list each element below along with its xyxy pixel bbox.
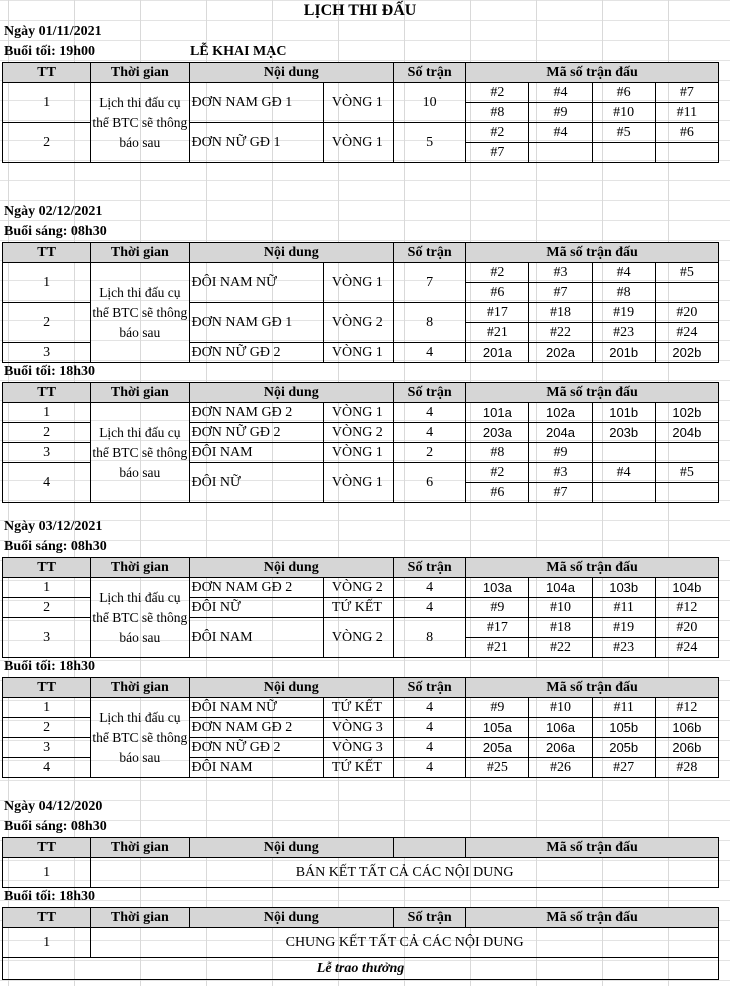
match-count: 4 [394, 698, 466, 718]
row-tt: 4 [3, 463, 91, 503]
event-name: ĐÔI NAM NỮ [189, 698, 323, 718]
table-row [3, 403, 719, 423]
match-count: 4 [394, 343, 466, 363]
match-code: 102a [529, 403, 592, 423]
match-code [655, 283, 718, 303]
table-header-row [3, 243, 719, 263]
round-name: VÒNG 3 [323, 718, 393, 738]
match-code: 205a [466, 738, 529, 758]
match-code: #9 [529, 443, 592, 463]
header-tt: TT [3, 838, 91, 858]
table-row [3, 698, 719, 718]
day-date: Ngày 02/12/2021 [4, 204, 103, 219]
match-code: #21 [466, 638, 529, 658]
session-label: Buổi tối: 18h30 [4, 659, 96, 674]
match-code: 104b [655, 578, 718, 598]
header-count [394, 838, 466, 858]
event-name: ĐÔI NAM NỮ [189, 263, 323, 303]
match-code: 101b [592, 403, 655, 423]
match-code: #6 [466, 483, 529, 503]
match-code: #8 [466, 443, 529, 463]
match-code: 203b [592, 423, 655, 443]
header-codes: Mã số trận đấu [466, 838, 719, 858]
match-code: #25 [466, 758, 529, 778]
event-name: ĐƠN NỮ GĐ 1 [189, 123, 323, 163]
header-time: Thời gian [91, 63, 189, 83]
header-count: Số trận [394, 678, 466, 698]
round-name: VÒNG 1 [323, 123, 393, 163]
header-content: Nội dung [189, 838, 394, 858]
time-note: Lịch thi đấu cụ thể BTC sẽ thông báo sau [91, 263, 189, 363]
header-tt: TT [3, 243, 91, 263]
match-code: #6 [592, 83, 655, 103]
match-code: #11 [592, 698, 655, 718]
header-time: Thời gian [91, 383, 189, 403]
event-name: ĐƠN NAM GĐ 2 [189, 718, 323, 738]
match-code: #8 [466, 103, 529, 123]
session-label: Buổi sáng: 08h30 [4, 819, 107, 834]
schedule-table [2, 62, 719, 163]
match-code: #4 [592, 463, 655, 483]
header-tt: TT [3, 558, 91, 578]
match-code: #7 [466, 143, 529, 163]
match-code: #7 [529, 483, 592, 503]
header-codes: Mã số trận đấu [466, 558, 719, 578]
match-code: #9 [466, 698, 529, 718]
row-tt: 1 [3, 928, 91, 958]
match-count: 6 [394, 463, 466, 503]
match-code: #28 [655, 758, 718, 778]
event-name: ĐƠN NAM GĐ 1 [189, 303, 323, 343]
header-tt: TT [3, 383, 91, 403]
match-code: 206a [529, 738, 592, 758]
table-row [3, 578, 719, 598]
match-code: #24 [655, 638, 718, 658]
match-count: 8 [394, 618, 466, 658]
match-code: #23 [592, 638, 655, 658]
time-note: Lịch thi đấu cụ thể BTC sẽ thông báo sau [91, 578, 189, 658]
header-content: Nội dung [189, 63, 394, 83]
row-tt: 2 [3, 123, 91, 163]
round-name: VÒNG 1 [323, 263, 393, 303]
row-tt: 1 [3, 263, 91, 303]
match-code: #27 [592, 758, 655, 778]
match-code: 102b [655, 403, 718, 423]
round-name: VÒNG 2 [323, 578, 393, 598]
match-count: 5 [394, 123, 466, 163]
award-ceremony: Lễ trao thưởng [3, 958, 719, 980]
match-code: #22 [529, 638, 592, 658]
match-code: #2 [466, 123, 529, 143]
schedule-table [2, 382, 719, 503]
match-code: 202b [655, 343, 718, 363]
table-header-row [3, 558, 719, 578]
header-content: Nội dung [189, 558, 394, 578]
session-label: Buổi tối: 18h30 [4, 889, 96, 904]
table-header-row [3, 383, 719, 403]
round-name: VÒNG 2 [323, 423, 393, 443]
match-code [655, 483, 718, 503]
time-note: Lịch thi đấu cụ thể BTC sẽ thông báo sau [91, 698, 189, 778]
table-row [3, 858, 719, 888]
match-code: #7 [655, 83, 718, 103]
header-count: Số trận [394, 908, 466, 928]
match-code: #4 [529, 123, 592, 143]
match-count: 4 [394, 578, 466, 598]
header-time: Thời gian [91, 558, 189, 578]
event-name: ĐÔI NAM [189, 758, 323, 778]
match-code: #24 [655, 323, 718, 343]
session-label: Buổi sáng: 08h30 [4, 224, 107, 239]
match-code: #22 [529, 323, 592, 343]
table-row [3, 263, 719, 283]
closing-row [3, 958, 719, 980]
event-name: ĐƠN NỮ GĐ 2 [189, 738, 323, 758]
match-code: #10 [592, 103, 655, 123]
table-header-row [3, 908, 719, 928]
match-code: #5 [655, 463, 718, 483]
header-content: Nội dung [189, 678, 394, 698]
full-row-content: CHUNG KẾT TẤT CẢ CÁC NỘI DUNG [91, 928, 719, 958]
match-code: #7 [529, 283, 592, 303]
day-date: Ngày 01/11/2021 [4, 24, 102, 39]
header-content: Nội dung [189, 383, 394, 403]
match-code: #3 [529, 463, 592, 483]
match-code: #4 [529, 83, 592, 103]
match-code: #19 [592, 303, 655, 323]
match-code: 105a [466, 718, 529, 738]
match-code: 101a [466, 403, 529, 423]
round-name: VÒNG 2 [323, 303, 393, 343]
row-tt: 4 [3, 758, 91, 778]
match-code: #4 [592, 263, 655, 283]
header-time: Thời gian [91, 908, 189, 928]
match-code: #20 [655, 618, 718, 638]
table-header-row [3, 838, 719, 858]
match-code: #11 [592, 598, 655, 618]
session-label: Buổi sáng: 08h30 [4, 539, 107, 554]
match-code: 201a [466, 343, 529, 363]
match-code: #3 [529, 263, 592, 283]
header-count: Số trận [394, 558, 466, 578]
match-code [655, 443, 718, 463]
match-code: #2 [466, 83, 529, 103]
match-count: 7 [394, 263, 466, 303]
match-code: #5 [592, 123, 655, 143]
match-code: #8 [592, 283, 655, 303]
match-count: 4 [394, 758, 466, 778]
table-header-row [3, 63, 719, 83]
round-name: VÒNG 2 [323, 618, 393, 658]
header-content: Nội dung [189, 243, 394, 263]
row-tt: 1 [3, 858, 91, 888]
time-note: Lịch thi đấu cụ thể BTC sẽ thông báo sau [91, 83, 189, 163]
session-label: Buổi tối: 19h00 [4, 44, 96, 59]
table-row [3, 928, 719, 958]
match-code: 204b [655, 423, 718, 443]
match-count: 10 [394, 83, 466, 123]
match-code: 204a [529, 423, 592, 443]
header-count: Số trận [394, 63, 466, 83]
row-tt: 2 [3, 423, 91, 443]
round-name: TỨ KẾT [323, 698, 393, 718]
row-tt: 2 [3, 598, 91, 618]
match-code: #2 [466, 263, 529, 283]
match-code: #9 [466, 598, 529, 618]
event-name: ĐƠN NAM GĐ 1 [189, 83, 323, 123]
match-code: #19 [592, 618, 655, 638]
header-content: Nội dung [189, 908, 394, 928]
header-tt: TT [3, 678, 91, 698]
match-code: 106a [529, 718, 592, 738]
round-name: TỨ KẾT [323, 758, 393, 778]
round-name: VÒNG 1 [323, 83, 393, 123]
round-name: VÒNG 3 [323, 738, 393, 758]
match-code [592, 143, 655, 163]
round-name: VÒNG 1 [323, 443, 393, 463]
match-code: #6 [466, 283, 529, 303]
match-code: 205b [592, 738, 655, 758]
row-tt: 2 [3, 718, 91, 738]
match-code: #12 [655, 698, 718, 718]
day-date: Ngày 03/12/2021 [4, 519, 103, 534]
session-label: Buổi tối: 18h30 [4, 364, 96, 379]
row-tt: 3 [3, 738, 91, 758]
match-count: 4 [394, 423, 466, 443]
round-name: VÒNG 1 [323, 343, 393, 363]
schedule-table [2, 837, 719, 888]
header-tt: TT [3, 908, 91, 928]
match-count: 4 [394, 718, 466, 738]
match-count: 4 [394, 403, 466, 423]
schedule-table [2, 677, 719, 778]
row-tt: 1 [3, 403, 91, 423]
table-row [3, 83, 719, 103]
row-tt: 1 [3, 698, 91, 718]
match-code: #18 [529, 618, 592, 638]
match-code [529, 143, 592, 163]
row-tt: 2 [3, 303, 91, 343]
day-date: Ngày 04/12/2020 [4, 799, 103, 814]
match-code: 105b [592, 718, 655, 738]
match-code: #20 [655, 303, 718, 323]
match-code: 103a [466, 578, 529, 598]
match-code: 203a [466, 423, 529, 443]
round-name: VÒNG 1 [323, 403, 393, 423]
match-code: #9 [529, 103, 592, 123]
match-code: #5 [655, 263, 718, 283]
match-code [592, 483, 655, 503]
match-code: #11 [655, 103, 718, 123]
schedule-table [2, 242, 719, 363]
header-codes: Mã số trận đấu [466, 383, 719, 403]
match-code: 104a [529, 578, 592, 598]
header-codes: Mã số trận đấu [466, 243, 719, 263]
header-time: Thời gian [91, 838, 189, 858]
opening-ceremony-note: LỄ KHAI MẠC [190, 44, 287, 59]
row-tt: 3 [3, 443, 91, 463]
match-code: #10 [529, 698, 592, 718]
match-code: #17 [466, 303, 529, 323]
schedule-table [2, 557, 719, 658]
header-codes: Mã số trận đấu [466, 63, 719, 83]
match-count: 4 [394, 598, 466, 618]
match-code: 201b [592, 343, 655, 363]
header-time: Thời gian [91, 243, 189, 263]
table-header-row [3, 678, 719, 698]
event-name: ĐƠN NỮ GĐ 2 [189, 343, 323, 363]
match-count: 8 [394, 303, 466, 343]
row-tt: 3 [3, 618, 91, 658]
match-code: #10 [529, 598, 592, 618]
round-name: TỨ KẾT [323, 598, 393, 618]
match-code: 106b [655, 718, 718, 738]
event-name: ĐƠN NAM GĐ 2 [189, 403, 323, 423]
match-code: #18 [529, 303, 592, 323]
header-codes: Mã số trận đấu [466, 908, 719, 928]
row-tt: 1 [3, 83, 91, 123]
header-count: Số trận [394, 243, 466, 263]
page-title: LỊCH THI ĐẤU [303, 2, 417, 19]
schedule-table [2, 907, 719, 980]
match-count: 4 [394, 738, 466, 758]
match-code [592, 443, 655, 463]
header-tt: TT [3, 63, 91, 83]
event-name: ĐÔI NAM [189, 618, 323, 658]
match-code: #23 [592, 323, 655, 343]
match-code: #2 [466, 463, 529, 483]
match-code [655, 143, 718, 163]
match-count: 2 [394, 443, 466, 463]
round-name: VÒNG 1 [323, 463, 393, 503]
header-count: Số trận [394, 383, 466, 403]
match-code: 206b [655, 738, 718, 758]
full-row-content: BÁN KẾT TẤT CẢ CÁC NỘI DUNG [91, 858, 719, 888]
event-name: ĐÔI NAM [189, 443, 323, 463]
header-time: Thời gian [91, 678, 189, 698]
match-code: 202a [529, 343, 592, 363]
event-name: ĐƠN NỮ GĐ 2 [189, 423, 323, 443]
match-code: #12 [655, 598, 718, 618]
row-tt: 3 [3, 343, 91, 363]
match-code: 103b [592, 578, 655, 598]
match-code: #6 [655, 123, 718, 143]
time-note: Lịch thi đấu cụ thể BTC sẽ thông báo sau [91, 403, 189, 503]
event-name: ĐÔI NỮ [189, 598, 323, 618]
event-name: ĐƠN NAM GĐ 2 [189, 578, 323, 598]
header-codes: Mã số trận đấu [466, 678, 719, 698]
match-code: #17 [466, 618, 529, 638]
event-name: ĐÔI NỮ [189, 463, 323, 503]
row-tt: 1 [3, 578, 91, 598]
match-code: #21 [466, 323, 529, 343]
match-code: #26 [529, 758, 592, 778]
